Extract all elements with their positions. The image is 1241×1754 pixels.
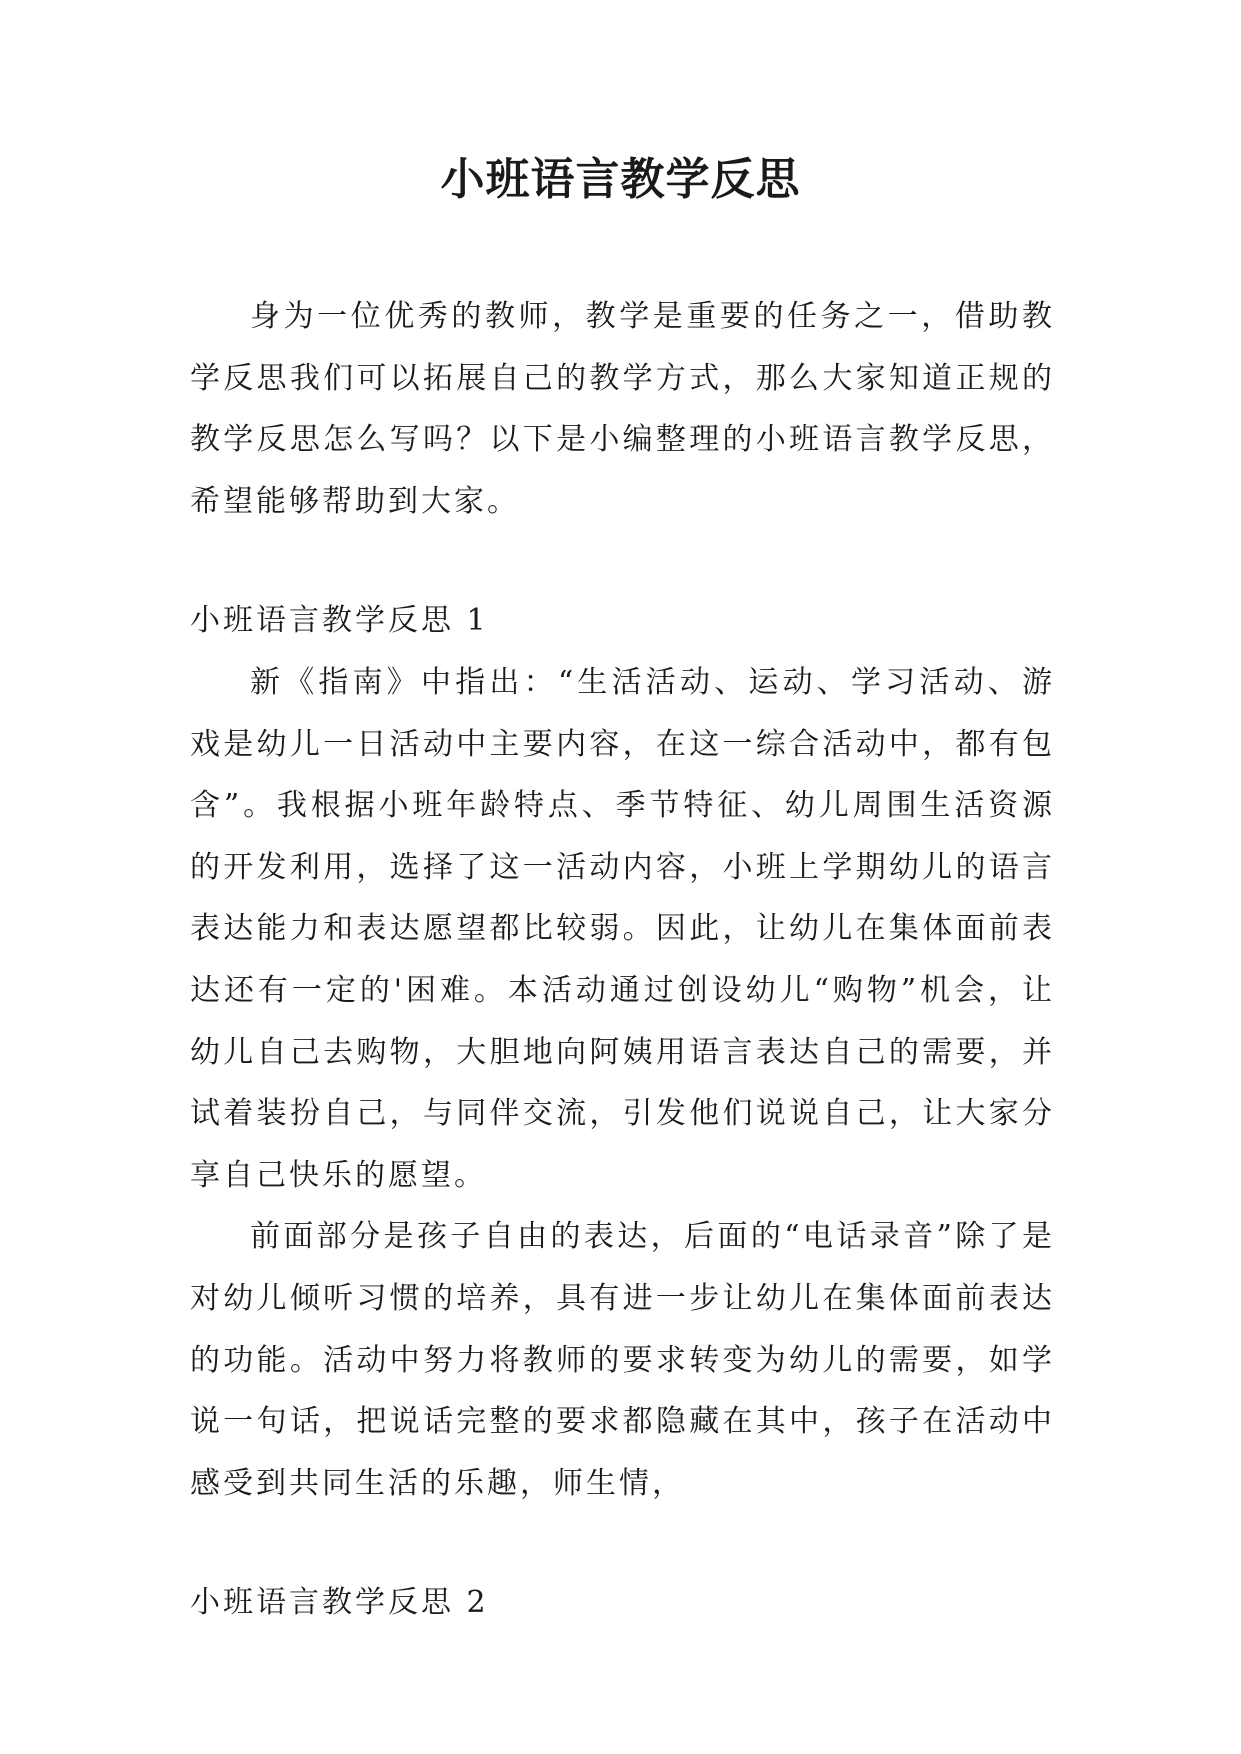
spacer — [190, 1514, 1055, 1572]
intro-paragraph: 身为一位优秀的教师，教学是重要的任务之一，借助教学反思我们可以拓展自己的教学方式，那么大家知道正规的教学反思怎么写吗？以下是小编整理的小班语言教学反思，希望能够帮助到大家。 — [190, 299, 1055, 519]
document-title: 小班语言教学反思 — [440, 154, 801, 205]
document-body — [190, 286, 1055, 1634]
section-heading-2: 小班语言教学反思 2 — [190, 1585, 489, 1621]
section-1-paragraph-2: 前面部分是孩子自由的表达，后面的“电话录音”除了是对幼儿倾听习惯的培养，具有进一步让幼儿在集体面前表达的功能。活动中努力将教师的要求转变为幼儿的需要，如学说一句话，把说话完整的要求都隐藏在其中，孩子在活动中感受到共同生活的乐趣，师生情， — [190, 1219, 1055, 1501]
spacer — [190, 532, 1055, 590]
section-heading-1: 小班语言教学反思 1 — [190, 603, 489, 639]
section-1-paragraph-1: 新《指南》中指出：“生活活动、运动、学习活动、游戏是幼儿一日活动中主要内容，在这一综合活动中，都有包含”。我根据小班年龄特点、季节特征、幼儿周围生活资源的开发利用，选择了这一活动内容，小班上学期幼儿的语言表达能力和表达愿望都比较弱。因此，让幼儿在集体面前表达还有一定的'困难。本活动通过创设幼儿“购物”机会，让幼儿自己去购物，大胆地向阿姨用语言表达自己的需要，并试着装扮自己，与同伴交流，引发他们说说自己，让大家分享自己快乐的愿望。 — [190, 664, 1055, 1193]
